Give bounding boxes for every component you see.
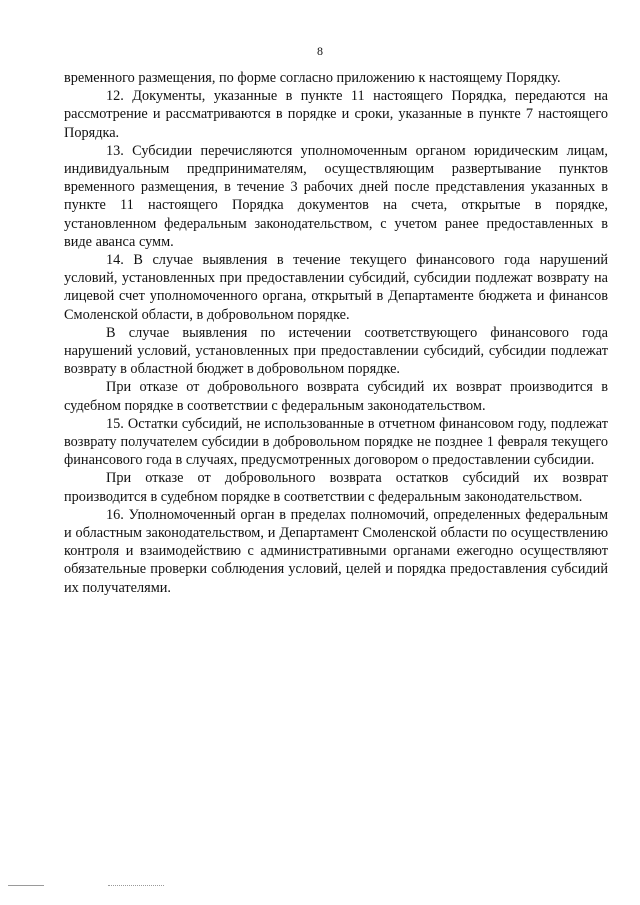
paragraph-item-14: 14. В случае выявления в течение текущего финансового года нарушений условий, установленных при предоставлении субсидий, субсидии подлежат возврату на лицевой счет уполномоченного органа, открытый в Департаменте бюджета и финансов Смоленской области, в добровольном порядке. [64,252,608,323]
page-number: 8 [317,44,323,58]
paragraph-item-15-part-2: При отказе от добровольного возврата остатков субсидий их возврат производится в судебном порядке в соответствии с федеральным законодательством. [64,470,608,505]
footer-divider-right [108,885,164,886]
paragraph-item-15: 15. Остатки субсидий, не использованные в отчетном финансовом году, подлежат возврату получателем субсидии в добровольном порядке не позднее 1 февраля текущего финансового года в случаях, предусмотренных договором о предоставлении субсидии. [64,415,608,469]
paragraph-item-14-part-2: В случае выявления по истечении соответствующего финансового года нарушений условий, установленных при предоставлении субсидий, субсидии подлежат возврату в областной бюджет в добровольном порядке. [64,324,608,378]
document-body [64,69,608,597]
footer-divider-left [8,885,44,886]
paragraph-item-13: 13. Субсидии перечисляются уполномоченным органом юридическим лицам, индивидуальным предпринимателям, осуществляющим развертывание пунктов временного размещения, в течение 3 рабочих дней после представления указанных в пункте 11 настоящего Порядка документов на счета, открытые в порядке, установленном федеральным законодательством, с учетом ранее предоставленных в виде аванса сумм. [64,142,608,250]
paragraph-item-14-part-3: При отказе от добровольного возврата субсидий их возврат производится в судебном порядке в соответствии с федеральным законодательством. [64,379,608,414]
paragraph-item-16: 16. Уполномоченный орган в пределах полномочий, определенных федеральным и областным законодательством, и Департамент Смоленской области по осуществлению контроля и взаимодействию с административными органами ежегодно осуществляют обязательные проверки соблюдения условий, целей и порядка предоставления субсидий их получателями. [64,506,608,596]
paragraph-item-12: 12. Документы, указанные в пункте 11 настоящего Порядка, передаются на рассмотрение и рассматриваются в порядке и сроки, указанные в пункте 7 настоящего Порядка. [64,88,608,141]
paragraph-continuation: временного размещения, по форме согласно приложению к настоящему Порядку. [64,70,561,86]
